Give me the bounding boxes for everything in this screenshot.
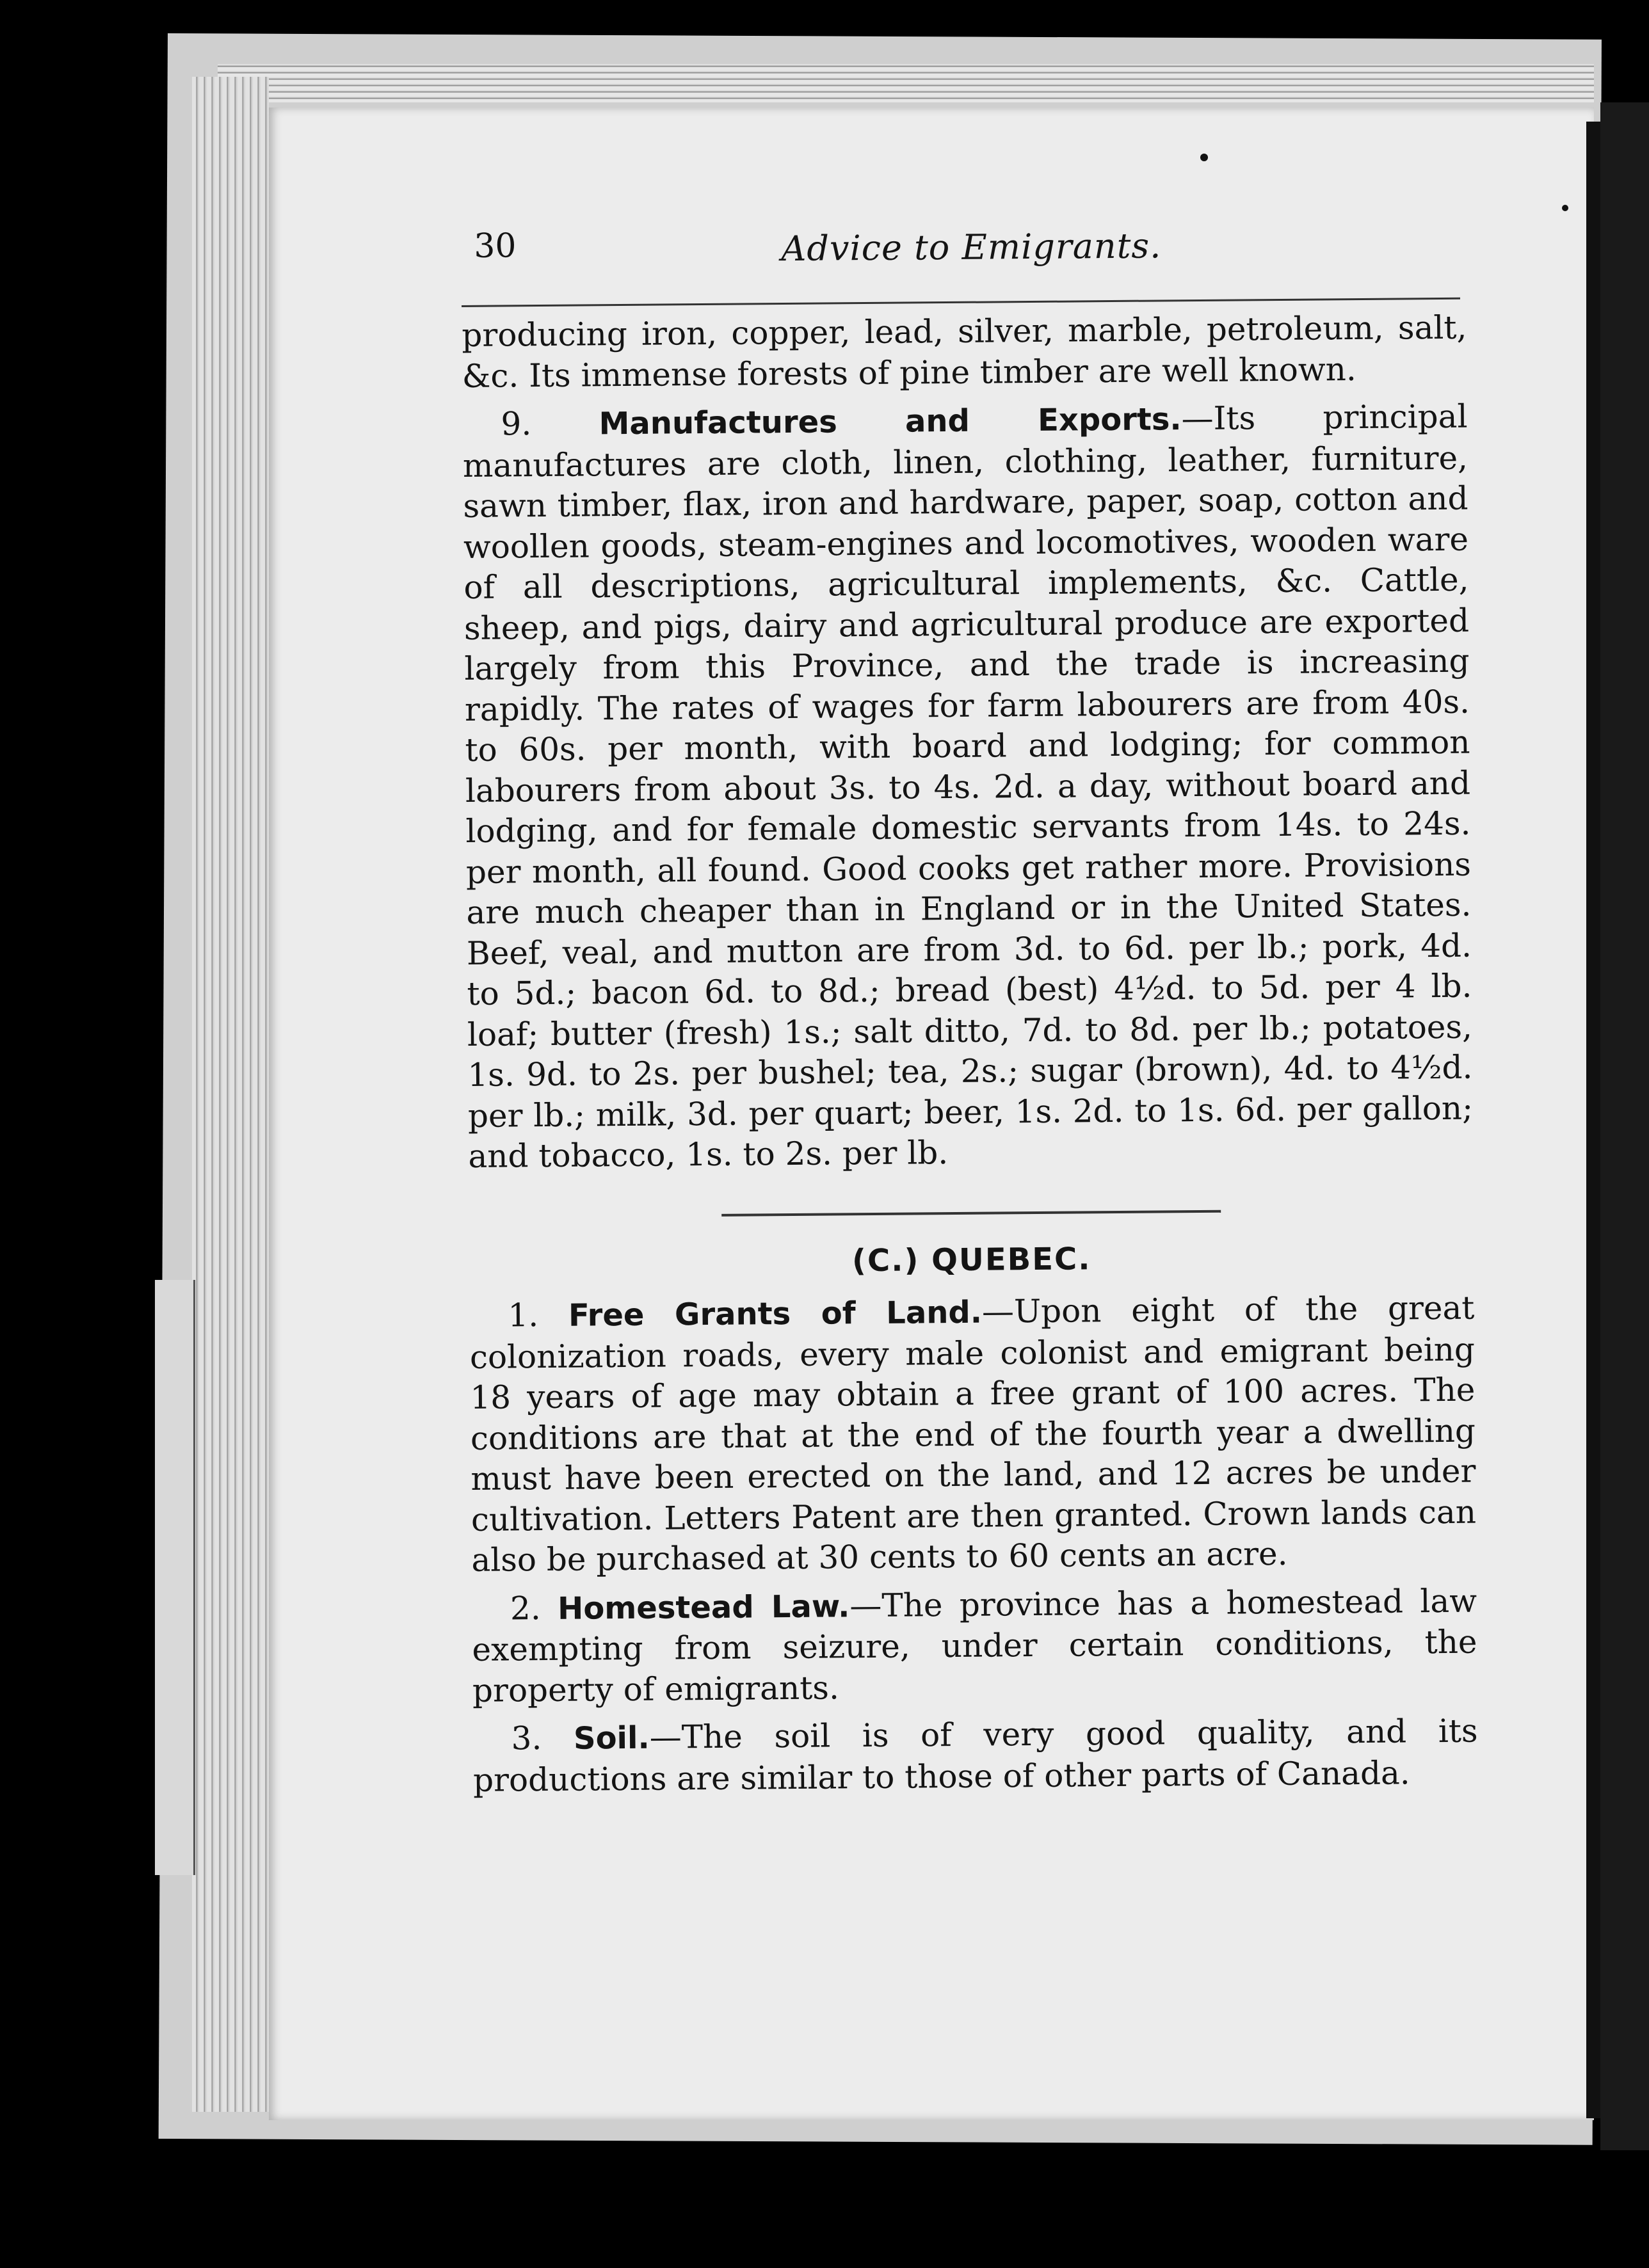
section-title: (C.) QUEBEC. [851, 1240, 1091, 1279]
paragraph-text: —The soil is of very good quality, and its productions are similar to those of other parts of Canada. [472, 1712, 1478, 1799]
ink-speck [1200, 154, 1208, 161]
page-body [462, 308, 1478, 1809]
paragraph-heading: Manufactures and Exports. [599, 401, 1182, 442]
paragraph-homestead-law [472, 1581, 1477, 1711]
paragraph-continuation: producing iron, copper, lead, silver, marble, petroleum, salt, &c. Its immense forests of pine timber are well known. [462, 308, 1467, 395]
paragraph-text: —Upon eight of the great colonization roads, every male colonist and emigrant being 18 years of age may obtain a free grant of 100 acres. The conditions are that at the end of the fourth year a dwelling must have been erected on the land, and 12 acres be under cultivation. Letters Patent are then granted. Crown lands can also be purchased at 30 cents to 60 cents an acre. [469, 1289, 1477, 1579]
running-title: Advice to Emigrants. [781, 225, 1162, 269]
binding-gutter [1586, 122, 1600, 2118]
paragraph-text: —The province has a homestead law exempting from seizure, under certain conditions, the property of emigrants. [472, 1582, 1477, 1709]
paragraph-text: —Its principal manufactures are cloth, linen, clothing, leather, furniture, sawn timber, flax, iron and hardware, paper, soap, cotton and woollen goods, steam-engines and locomotives, wooden ware of all descriptions, agricultural implements, &c. Cattle, sheep, and pigs, dairy and agricultural produce are exported largely from this Province, and the trade is increasing rapidly. The rates of wages for farm labourers are from 40s. to 60s. per month, with board and lodging; for common labourers from about 3s. to 4s. 2d. a day, without board and lodging, and for female domestic servants from 14s. to 24s. per month, all found. Good cooks get rather more. Provisions are much cheaper than in England or in the United States. Beef, veal, and mutton are from 3d. to 6d. per lb.; pork, 4d. to 5d.; bacon 6d. to 8d.; bread (best) 4½d. to 5d. per 4 lb. loaf; butter (fresh) 1s.; salt ditto, 7d. to 8d. per lb.; potatoes, 1s. 9d. to 2s. per bushel; tea, 2s.; sugar (brown), 4d. to 4½d. per lb.; milk, 3d. per quart; beer, 1s. 2d. to 1s. 6d. per gallon; and tobacco, 1s. to 2s. per lb. [462, 397, 1474, 1175]
page-header [461, 213, 1473, 278]
paragraph-soil [472, 1711, 1478, 1801]
paragraph-number: 1. [508, 1297, 539, 1334]
paragraph-heading: Homestead Law. [557, 1588, 850, 1627]
paragraph-manufactures [462, 397, 1473, 1178]
page-left-edges [192, 77, 269, 2112]
section-divider [721, 1210, 1221, 1216]
paper-flap [155, 1280, 195, 1875]
paragraph-heading: Free Grants of Land. [568, 1294, 983, 1334]
paragraph-number: 2. [510, 1589, 541, 1627]
page-number: 30 [474, 227, 517, 266]
page-top-edges [218, 64, 1594, 102]
page-content [461, 213, 1478, 1799]
right-margin-dark [1600, 102, 1649, 2150]
paragraph-number: 9. [501, 405, 532, 443]
paragraph-heading: Soil. [573, 1720, 650, 1757]
paragraph-free-grants [469, 1288, 1476, 1581]
paragraph-number: 3. [511, 1720, 542, 1757]
ink-speck [1562, 205, 1568, 211]
